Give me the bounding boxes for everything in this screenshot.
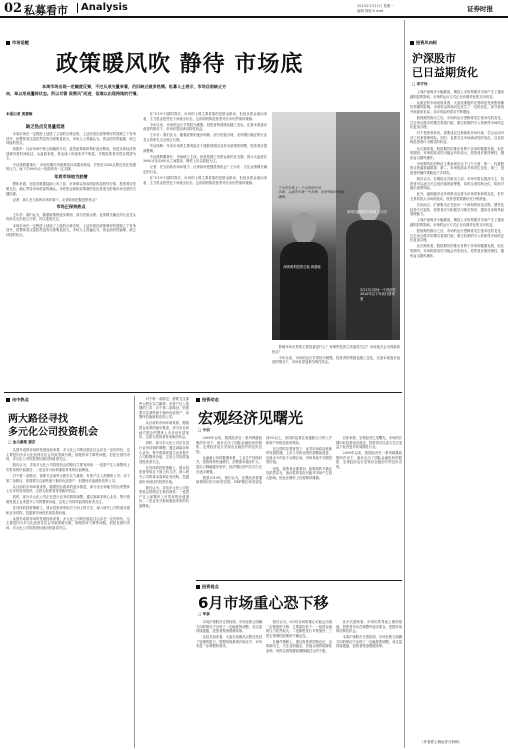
left-top-para: 本周市场在一定程度上延续了上周的反弹态势，上证综指在政策利好的预期之下有所回升，但整体成交量依然没有出现明显放大，市场人士普遍认为，资金面仍然偏紧，缺乏持续的热点。 [6,223,136,237]
center-bottom2-para: 从中长期来看，市场仍然具备上涨的基础，投资者可以在调整中逐步建仓，把握市场的结构性机会。 [336,620,402,634]
right-top-para: 我们认为，在期指正式推出之前，市场仍将以震荡为主，投资者可以适当关注低估值的蓝筹股，同时注意控制仓位，防范可能出现的风险。 [410,177,504,191]
top-left-tag [6,40,29,46]
mid-bottom-note [272,345,400,385]
right-top-title-2: 已日益期货化 [412,66,478,79]
center-bottom-divider [196,580,402,581]
right-top-para: 从长期来看，股指期货的推出有利于市场的健康发展，但在短期内，市场的波动性可能会有所加大。投资者应保持理性，避免盲目跟风操作。 [410,244,504,258]
left-top-para: 记者：那么在当前的市场环境下，应该如何把握投资机会？ [12,197,99,202]
left-top-para: 中证鸿利董事长：市场短期内仍将维持区间震荡格局，沪指在3100点附近存在较强的压力，而下方3000点一线则具有一定支撑。 [6,162,136,172]
left-top-subhead-1: 缺乏热点交易量低迷 [26,125,65,130]
bottom-left-para: 在具体的投资策略上，建议投资者采取自下而上的方法，深入研究公司的基本面和业务结构，挖掘被市场低估的投资价值。 [6,506,130,515]
center-bottom2-tag [196,584,219,590]
left-top-para: 王尔东：我们认为，随着政策的逐步明朗，部分估值合理、业绩增长确定的行业龙头将率先走出独立行情，可以逢低关注。 [6,212,136,222]
center-bottom-para: 但是，投资者也要看到，政策面的不确定性依然存在，流动性的变化可能对市场产生较大影响，因此在操作上仍需保持谨慎。 [266,466,332,480]
right-top-title-1: 沪深股市 [412,52,456,65]
masthead-divider [77,3,78,13]
mid-top-para: 中证鸿利：年内市场的主要风险在于通胀预期以及货币政策的调整，投资者应提高警惕。 [143,144,267,153]
left-top-subhead-2: 年底市场较为胶着 [54,173,88,179]
right-top-para: 市场期货化的特征主要表现在以下几个方面：第一，权重股的走势越来越重要；第二，市场的波动节奏发生变化；第三，投资者的操作策略趋于多样化。 [410,161,504,175]
bottom-left-para: 在具体的投资策略上，建议投资者采取自下而上的方法，深入研究公司的基本面和业务结构，挖掘被市场低估的投资价值。 [139,465,189,484]
left-top-byline: 本报记者 黄蔷敏 [6,112,33,116]
masthead-title: 私募看市 [24,4,68,17]
center-bottom2-para: 从技术面来看，大盘在前期高点附近受到了较强的阻力，短期均线系统开始走平，市场有进一步调整的要求。 [196,635,262,649]
masthead-number: 02 [4,1,23,16]
deck-line-2: 向，单以形成僵持状态。所以尽管 政策风"而进，但难以出现持续的行情。 [6,91,141,96]
center-bottom2-headline: 6月市场重心恐下移 [198,594,329,612]
bottom-left-para: 我们认为，寻找多元化公司投资机会的路径主要有两条：一是资产注入和整体上市带来的价值重估；二是业务分拆和重组带来的价值释放。 [6,463,130,472]
mid-top-para: 王尔东：我们认为，随着政策的逐步明朗，部分估值合理、业绩增长确定的行业龙头将率先走出独立行情。 [143,133,267,142]
center-bottom-body [196,436,402,576]
center-bottom-tag-label: 投资动态 [202,397,219,402]
right-top-para: 股指期货推出之后，市场的运行逻辑将发生根本性的变化。过去单边做多的模式将被打破，做空机制的引入将使得市场的定价更加合理。 [410,229,504,243]
right-top-para: 上周沪深两市小幅震荡，期指上市的预期对市场产生了越来越明显的影响，市场的运行方式正在向期货化的方向转变。 [410,90,504,99]
photo-left-label: 深圳鸿利投资总裁 黄蔷敏 [283,265,321,269]
right-top-para: 此外，融资融券业务的推出也将为市场带来新的变化，杠杆交易将放大市场的波动，投资者需要做好充分的准备。 [410,192,504,201]
photo-right-caption: 3月13日市场一个底部在2010年以下年底行情来看 [360,288,396,301]
right-top-para: 总体而言，沪深股市正在经历一个深刻的转变过程，期货化趋势不可逆转，投资者应当积极学习相关知识，提高自身的风险管理能力。 [410,203,504,217]
center-bottom-para: 在这样的宏观背景下，证券市场将迎来新的发展机遇。上市公司的业绩有望继续改善，估值水平仍处于合理区间，市场具备中长期投资价值。 [266,446,332,465]
square-icon [410,41,414,45]
center-bottom2-para: 在操作策略上，建议投资者控制仓位，以防御为主，关注业绩稳定、估值合理的防御性品种，同时注意规避前期涨幅过大的个股。 [266,639,332,654]
photo-left [272,112,336,340]
right-top-para: 股指期货推出之后，市场的运行逻辑将发生根本性的变化。过去单边做多的模式将被打破，做空机制的引入将使得市场的定价更加合理。 [410,115,504,130]
right-top-para: 上周沪深两市小幅震荡，期指上市的预期对市场产生了越来越明显的影响，市场的运行方式正在向期货化的方向转变。 [410,218,504,227]
bottom-left-tag [6,397,29,403]
bottom-left-para: 从国外成熟市场的发展经验来看，多元化公司的估值往往会存在一定的折价，这主要是因为多元化经营往往会导致资源分散，管理效率下降等问题。但是在国内市场，多元化公司的投资价值同样值得关注。 [6,516,130,530]
center-bottom-headline: 宏观经济见曙光 [198,409,304,427]
bottom-left-body [6,448,130,746]
bottom-left-body-2 [139,397,189,747]
center-bottom2-tag-label: 投资视点 [202,584,219,589]
center-bottom2-para: 本周沪深股市走势较弱，市场在缺乏明确方向的情况下出现了一定幅度的调整，成交量持续萎缩，投资者观望情绪浓厚。 [196,620,262,634]
center-bottom2-para: 本周沪深股市走势较弱，市场在缺乏明确方向的情况下出现了一定幅度的调整，成交量持续萎缩，投资者观望情绪浓厚。 [336,635,402,649]
bottom-left-tag-label: 击中热点 [12,397,29,402]
photo-left-caption: 下半年总体上一个无利好行情 市场，大盘在年底一些反弹，但是整体仍然要谨慎。 [278,186,344,199]
bottom-left-para: 同时，部分多元化公司正在进行业务结构的调整，通过剥离非核心业务、集中资源发展主业来提升公司的整体价值，这类公司同样值得投资者关注。 [139,441,189,464]
center-bottom2-para: 我们认为，6月份市场的重心可能会出现一定程度的下移，主要原因在于：一是资金面的压力依然较大；二是新股发行节奏加快；三是宏观调控政策的不确定性。 [266,620,332,638]
mid-top-para: 中证鸿利董事长：市场缺乏主线，但是短期之内资金面仍有支撑，预计大盘将在3000点至3300点之间震荡，操作上应以波段为主。 [143,154,267,164]
bottom-left-para: 我们认为，寻找多元化公司投资机会的路径主要有两条：一是资产注入和整体上市带来的价值重估；二是业务分拆和重组带来的价值释放。 [139,485,189,509]
mid-top-para: 在"5·19"行情的背后，市场的上涨主要依靠的是资金推动，但是从资金流向来看，主力资金依然处于净流出状态，这说明机构投资者对后市仍然保持谨慎。 [143,112,267,121]
center-bottom-para: 展望2010年，我们认为，宏观经济将继续保持回升向好的态势，GDP增长率有望达到9%以上，但同时也要注意通胀压力的上升和资产价格泡沫的风险。 [196,436,332,485]
photo-right-body [346,220,392,340]
right-top-tag-label: 投资风向标 [416,40,437,45]
masthead-brand: 证券时报 [467,5,493,13]
deck-line-1: 本周市场出现一定幅度反弹，不过从成交量来看，仍旧缺乏做多热情。私募人士表示，市场目前缺乏方 [42,84,227,89]
square-icon [6,398,10,402]
left-top-subhead-3: 市场正保持热点 [56,204,86,210]
mid-bottom-note-text: 影响市场走势的主要因素是什么？有哪些投资主线值得关注？市场是否会出现新的热点？ [272,345,400,354]
bottom-left-para: 对于第一条路径，需要关注那些大股东实力雄厚、有资产注入预期的公司；对于第二条路径，则需要关注那些旗下拥有优质资产、但整体估值被低估的公司。 [6,473,130,483]
square-icon [196,585,200,589]
mid-top-body [143,112,267,340]
center-bottom-byline: □ 中信 [198,428,210,432]
bottom-left-para: 从国外成熟市场的发展经验来看，多元化公司的估值往往会存在一定的折价，这主要是因为多元化经营往往会导致资源分散，管理效率下降等问题。但是在国内市场，多元化公司的投资价值同样值得关注。 [6,448,130,462]
left-top-para: 整体来看，在经济数据陆续公布之前，市场难以形成明显的趋势性行情，投资者应控制仓位，耐心等待市场底部的确认。年底资金面和政策面的变化将成为影响市场走势的关键因素。 [6,182,136,196]
mid-bottom-note-text: 今年以来，市场的运行节奏较为缓慢，投资者的情绪也随之变化。在基本面逐步改善的情况下，市场有望迎来结构性机会。 [272,355,400,365]
square-icon [6,41,10,45]
bottom-left-headline-2: 多元化公司投资机会 [8,427,98,438]
mid-top-para: 今年以来，市场的运行节奏较为缓慢，投资者的情绪也随之变化。在基本面逐步改善的情况下，市场有望迎来结构性机会。 [143,122,267,132]
mid-top-para: 记者：在当前的市场环境下，应该如何把握投资机会？王尔东：关注业绩增长确定的行业。 [143,165,267,175]
right-top-para: 从长期来看，股指期货的推出有利于市场的健康发展，但在短期内，市场的波动性可能会有所加大。投资者应保持理性，避免盲目跟风操作。 [410,146,504,160]
square-icon [196,398,200,402]
column-rule [404,20,405,748]
masthead-meta-1: 2010年1月11日 星期一 [357,4,394,8]
photo-right-label: 深圳创赢投资总经理 王尔东 [346,210,388,214]
bottom-left-byline: □ 金元惠理 谢京 [8,440,36,444]
center-bottom-para: 从最新公布的数据来看，工业生产持续回升，投资保持快速增长，消费需求稳步扩大，进出口降幅逐步收窄，经济增长的内生动力正在逐步增强。 [196,455,262,474]
right-top-tag [410,40,437,46]
bottom-left-para: 对于第一条路径，需要关注那些大股东实力雄厚、有资产注入预期的公司；对于第二条路径，则需要关注那些旗下拥有优质资产、但整体估值被低估的公司。 [139,397,189,420]
mid-top-para: 在"5·19"行情的背后，市场的上涨主要依靠的是资金推动，但是从资金流向来看，主力资金依然处于净流出状态，这说明机构投资者对后市仍然保持谨慎。 [143,176,267,185]
section-divider [4,392,402,393]
right-top-body [410,90,504,738]
bottom-left-para: 从目前的市场环境来看，随着国企改革的逐步推进，部分央企和地方国企的整体上市步伐有望加快，这将为投资者带来新的机会。 [139,421,189,440]
center-bottom2-byline: □ 华泰 [198,612,210,616]
headline: 政策暖风吹 静待 市场底 [56,52,304,77]
masthead-meta-2: 编辑 制版 E-mail [357,9,384,13]
center-bottom-para: 总体来看，宏观经济已见曙光，市场的长期向好趋势没有改变，投资者可以适当关注受益于经济复苏的周期性行业。 [336,436,402,450]
center-bottom-tag [196,397,219,403]
photo-left-body [280,242,328,340]
right-top-footer: （作者系上海证券分析师） [420,740,462,744]
center-bottom2-body [196,620,402,746]
left-top-para: 刘胜军：目前市场中缺乏明确的方向，虽然政策面的利好逐步释放，但是实体经济的回暖仍需时间验证。从盘面来看，资金流入的迹象并不明显，多数投资者仍然以观望为主。 [6,147,136,161]
right-top-byline: □ 李宇伟 [412,82,428,86]
deck [6,83,398,97]
bottom-left-rule [134,396,135,748]
top-left-tag-label: 市场话题 [12,40,29,45]
photo-left-face [292,212,316,244]
bottom-left-headline-1: 两大路径寻找 [8,414,68,425]
left-top-body [6,132,136,384]
left-top-para: 本周市场在一定程度上延续了上周的反弹态势，上证综指在政策利好的预期之下有所回升，但整体成交量依然没有出现明显放大，市场人士普遍认为，资金面仍然偏紧，缺乏持续的热点。 [6,132,136,146]
bottom-left-para: 从目前的市场环境来看，随着国企改革的逐步推进，部分央企和地方国企的整体上市步伐有望加快，这将为投资者带来新的机会。 [6,484,130,494]
center-bottom-para: 2009年以来，我国经济在一系列刺激政策的作用下，逐步走出了国际金融危机的阴影，宏观经济运行呈现出企稳回升的良好态势。 [336,451,402,470]
photo-right [336,112,400,340]
right-top-para: 对于投资者来说，需要适应这种新的市场环境，学会运用对冲工具来管理风险。同时，也要关注市场流动性的变化，以及机构投资者行为模式的转变。 [410,131,504,145]
center-bottom-para: 2009年以来，我国经济在一系列刺激政策的作用下，逐步走出了国际金融危机的阴影，宏观经济运行呈现出企稳回升的良好态势。 [196,436,262,454]
right-top-para: 从最近的市场表现来看，大盘权重股的走势明显受到股指期货预期的影响，市场资金的流向也发生了一定的变化。部分机构开始提前布局，对冲风险的需求不断增加。 [410,100,504,114]
photo-right-face [358,192,380,222]
masthead-section: Analysis [81,2,128,13]
bottom-left-para: 同时，部分多元化公司正在进行业务结构的调整，通过剥离非核心业务、集中资源发展主业来提升公司的整体价值，这类公司同样值得投资者关注。 [6,495,130,504]
